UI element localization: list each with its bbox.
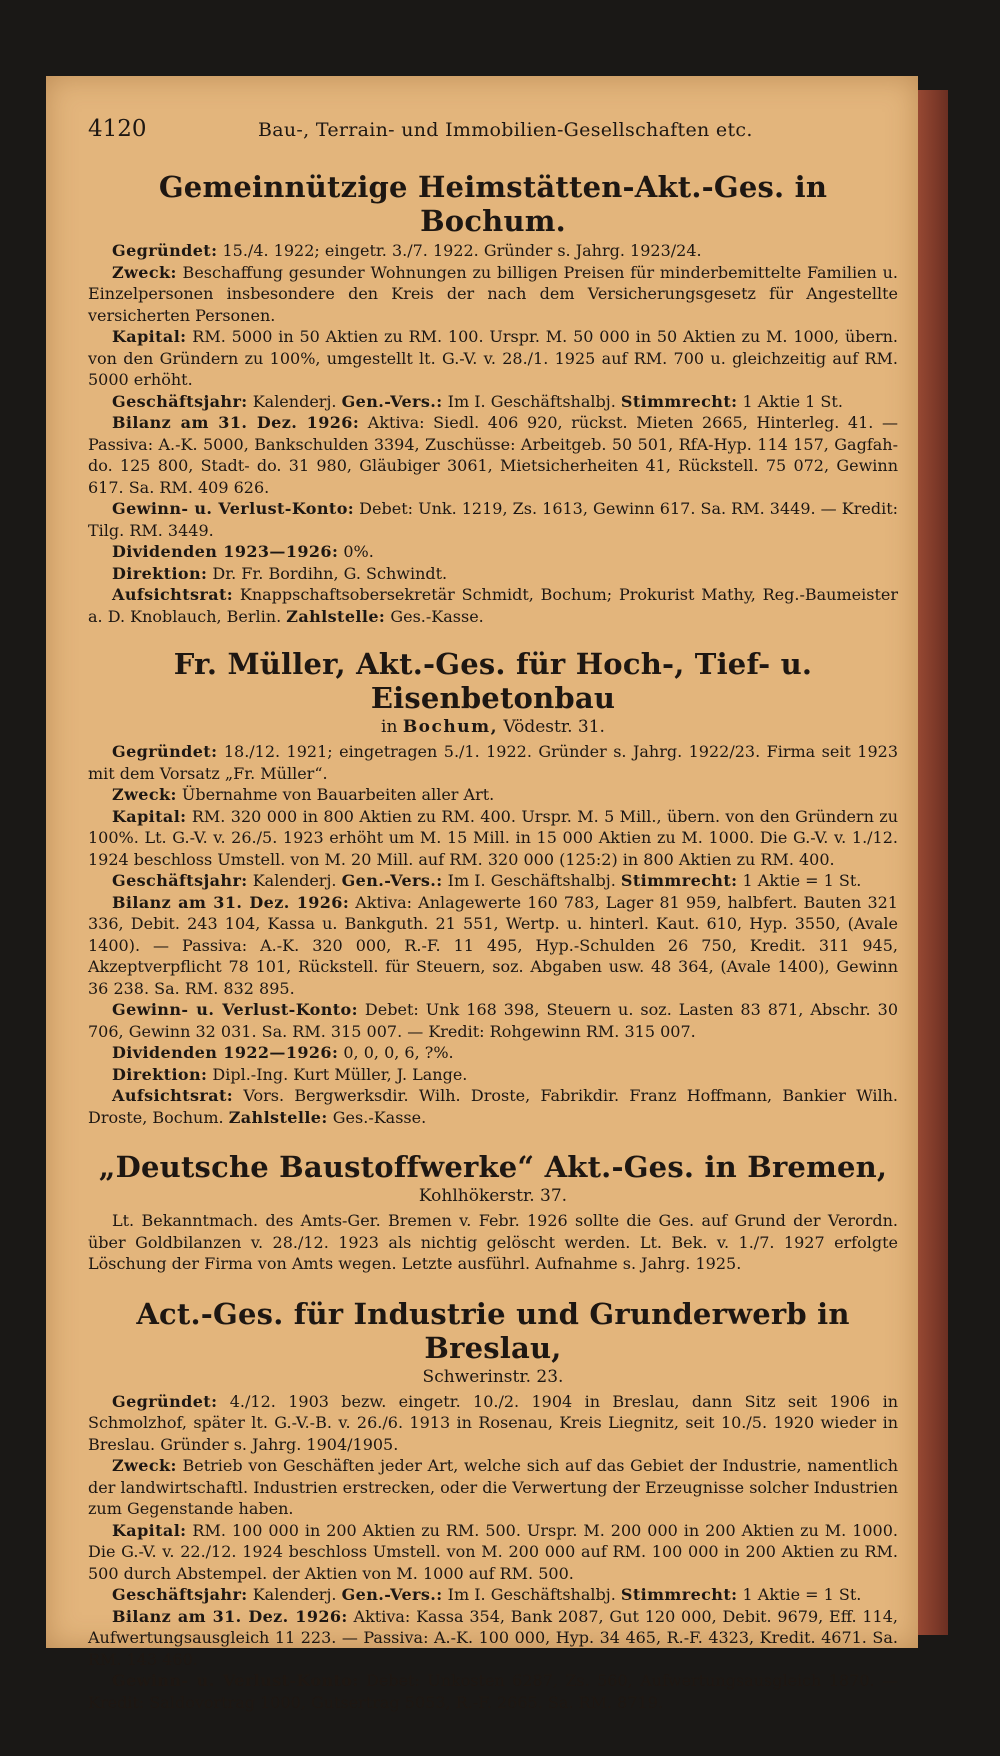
company-entry (88, 1297, 898, 1714)
field-label: Aufsichtsrat: (112, 1086, 234, 1105)
entry-paragraph (88, 870, 898, 892)
field-label: Bilanz am 31. Dez. 1926: (112, 892, 350, 912)
field-text: Dr. Fr. Bordihn, G. Schwindt. (207, 563, 448, 583)
field-text: RM. 5000 in 50 Aktien zu RM. 100. Urspr. M. 50 000 in 50 Aktien zu M. 1000, übern. von den Gründern zu 100%, umgestellt lt. G.-V. v. 28./1. 1925 auf RM. 700 u. gleichzeitig auf RM. 5000 erhöht. (88, 327, 898, 389)
company-title: Gemeinnützige Heimstätten-Akt.-Ges. in Bochum. (158, 170, 828, 238)
field-label: Geschäftsjahr: (112, 1585, 248, 1604)
field-text: Lt. Bekanntmach. des Amts-Ger. Bremen v. Febr. 1926 sollte die Ges. auf Grund der Verordn. über Goldbilanzen v. 28./12. 1923 als nichtig gelöscht werden. Lt. Bek. v. 1./7. 1927 erfolgte Löschung der Firma von Amts wegen. Letzte ausführl. Aufnahme s. Jahrg. 1925. (88, 1211, 898, 1273)
field-label: Bilanz am 31. Dez. 1926: (112, 1606, 348, 1626)
field-label: Direktion: (112, 1064, 208, 1084)
field-label: Gewinn- u. Verlust-Konto: (112, 499, 355, 518)
field-text: 1 Aktie = 1 St. (737, 871, 862, 890)
field-label: Zweck: (112, 1456, 177, 1475)
field-label: Dividenden 1922—1926: (112, 1043, 339, 1062)
field-text: 0, 0, 0, 6, ?%. (338, 1043, 454, 1062)
entry-paragraph (88, 584, 898, 627)
field-label: Stimmrecht: (620, 871, 738, 890)
field-label: Gewinn- u. Verlust-Konto: (112, 1000, 358, 1019)
field-text: Debet: Unk. 1219, Zs. 1613, Gewinn 617. Sa. RM. 3449. — Kredit: Tilg. RM. 3449. (88, 499, 899, 540)
field-label: Geschäftsjahr: (112, 391, 248, 411)
field-label: Gegründet: (112, 742, 218, 761)
field-label: Direktion: (112, 563, 208, 583)
field-text: Debet: Unk 168 398, Steuern u. soz. Lasten 83 871, Abschr. 30 706, Gewinn 32 031. Sa. RM. 315 007. — Kredit: Rohgewinn RM. 315 007. (88, 1000, 898, 1041)
field-text: Beschaffung gesunder Wohnungen zu billigen Preisen für minderbemittelte Familien u. Einzelpersonen insbesondere den Kreis der nach dem Versicherungsgesetz für Angestellte versicherten Personen. (88, 262, 898, 325)
entry-paragraph (88, 1584, 898, 1606)
field-text: Vors. Bergwerksdir. Wilh. Droste, Fabrikdir. Franz Hoffmann, Bankier Wilh. Droste, Bochum. (88, 1086, 898, 1127)
company-entry (88, 1150, 898, 1275)
entry-paragraph (88, 326, 898, 391)
field-label: Gen.-Vers.: (341, 1585, 443, 1604)
entry-paragraph (88, 741, 898, 784)
company-address (88, 717, 898, 737)
field-label: Zweck: (112, 785, 177, 804)
address-street: Vödestr. 31. (498, 717, 605, 737)
book-page (46, 76, 918, 1712)
field-text: Aktiva: Kassa 354, Bank 2087, Gut 120 000, Debit. 9679, Eff. 114, Aufwertungsausgleich 11 223. — Passiva: A.-K. 100 000, Hyp. 34 465, R.-F. 4323, Kredit. 4671. Sa. RM. 143 460. (88, 1606, 898, 1669)
field-text: Im I. Geschäftshalbj. (442, 1585, 621, 1604)
page-number: 4120 (88, 116, 147, 142)
field-text: Aktiva: Anlagewerte 160 783, Lager 81 959, halbfert. Bauten 321 336, Debit. 243 104, Kassa u. Bankguth. 21 551, Wertp. u. hinterl. Kaut. 610, Hyp. 3550, (Avale 1400). — Passiva: A.-K. 320 000, R.-F. 11 495, Hyp.-Schulden 26 750, Kredit. 311 945, Akzeptverpflicht 78 101, Rückstell. für Steuern, soz. Abgaben usw. 48 364, (Avale 1400), Gewinn 36 238. Sa. RM. 832 895. (88, 892, 898, 998)
entry-paragraph (88, 498, 898, 541)
field-label: Stimmrecht: (620, 391, 738, 411)
field-text: Aktiva: Siedl. 406 920, rückst. Mieten 2665, Hinterleg. 41. — Passiva: A.-K. 5000, Bankschulden 3394, Zuschüsse: Arbeitgeb. 50 501, RfA-Hyp. 114 157, Gagfah- do. 125 800, Stadt- do. 31 980, Gläubiger 3061, Mietsicherheiten 41, Rückstell. 75 072, Gewinn 617. Sa. RM. 409 626. (88, 413, 898, 497)
field-label: Bilanz am 31. Dez. 1926: (112, 413, 360, 432)
company-address (88, 1367, 898, 1387)
entry-paragraph (88, 1210, 898, 1275)
field-text: Debet: Unkosten 6287, Zs. 560, Aufwertungsausgleich 1870. — Kredit: Saldovortrag 1000, Gutsertrag 5053, R.-F. 2665. Sa. RM. 8719. (88, 1671, 899, 1712)
field-label: Gegründet: (112, 1391, 218, 1411)
entry-paragraph (88, 1085, 898, 1128)
entry-paragraph (88, 1520, 898, 1585)
field-text: Betrieb von Geschäften jeder Art, welche sich auf das Gebiet der Industrie, namentlich der landwirtschaftl. Industrien erstrecken, oder die Verwertung der Erzeugnisse solcher Industrien zum Gegenstande haben. (88, 1456, 898, 1518)
field-text: Dipl.-Ing. Kurt Müller, J. Lange. (207, 1064, 468, 1084)
entry-paragraph (88, 892, 898, 1000)
company-title: Fr. Müller, Akt.-Ges. für Hoch-, Tief- u. Eisenbetonbau (173, 647, 813, 715)
field-text: Kalenderj. (247, 1585, 342, 1604)
running-head: Bau-, Terrain- und Immobilien-Gesellschaften etc. (258, 119, 753, 141)
field-label: Kapital: (112, 1520, 187, 1540)
entry-paragraph (88, 412, 898, 498)
field-text: RM. 320 000 in 800 Aktien zu RM. 400. Urspr. M. 5 Mill., übern. von den Gründern zu 100%. Lt. G.-V. v. 26./5. 1923 erhöht um M. 15 Mill. in 15 000 Aktien zu M. 1000. Die G.-V. v. 1./12. 1924 beschloss Umstell. von M. 20 Mill. auf RM. 320 000 (125:2) in 800 Aktien zu RM. 400. (88, 806, 898, 869)
field-label: Zahlstelle: (228, 1107, 328, 1127)
field-label: Gen.-Vers.: (341, 871, 443, 890)
field-text: 0%. (338, 542, 374, 561)
entry-paragraph (88, 262, 898, 327)
field-text: Kalenderj. (247, 871, 342, 890)
field-text: 1 Aktie 1 St. (737, 391, 843, 411)
company-address (88, 1186, 898, 1206)
field-label: Stimmrecht: (620, 1585, 738, 1604)
company-entry (88, 647, 898, 1128)
field-label: Zahlstelle: (286, 606, 386, 626)
entry-paragraph (88, 784, 898, 806)
field-text: 1 Aktie = 1 St. (737, 1585, 862, 1604)
page-header (88, 116, 898, 152)
field-label: Gewinn- u. Verlust-Konto: (112, 1671, 359, 1690)
field-text: 4./12. 1903 bezw. eingetr. 10./2. 1904 in Breslau, dann Sitz seit 1906 in Schmolzhof, später lt. G.-V.-B. v. 26./6. 1913 in Rosenau, Kreis Liegnitz, seit 10./5. 1920 wieder in Breslau. Gründer s. Jahrg. 1904/1905. (88, 1391, 898, 1454)
field-label: Gen.-Vers.: (341, 391, 443, 411)
entry-paragraph (88, 1391, 898, 1456)
entry-paragraph (88, 1455, 898, 1520)
field-label: Kapital: (112, 327, 187, 346)
entry-paragraph (88, 806, 898, 871)
field-text: Knappschaftsobersekretär Schmidt, Bochum; Prokurist Mathy, Reg.-Baumeister a. D. Knoblauch, Berlin. (88, 585, 898, 626)
field-text: Ges.-Kasse. (385, 606, 484, 626)
field-label: Geschäftsjahr: (112, 871, 248, 890)
field-text: 18./12. 1921; eingetragen 5./1. 1922. Gründer s. Jahrg. 1922/23. Firma seit 1923 mit dem Vorsatz „Fr. Müller“. (88, 742, 898, 783)
field-text: Übernahme von Bauarbeiten aller Art. (176, 785, 495, 804)
entry-paragraph (88, 1064, 898, 1086)
field-text: Ges.-Kasse. (327, 1107, 427, 1127)
field-text: Im I. Geschäftshalbj. (442, 391, 621, 411)
entry-paragraph (88, 240, 898, 262)
address-street: Kohlhökerstr. 37. (418, 1186, 568, 1206)
field-label: Zweck: (112, 262, 177, 282)
field-text: 15./4. 1922; eingetr. 3./7. 1922. Gründer s. Jahrg. 1923/24. (217, 241, 702, 260)
company-title: Act.-Ges. für Industrie und Grunderwerb in Breslau, (136, 1296, 850, 1365)
company-entry (88, 170, 898, 627)
entry-paragraph (88, 391, 898, 413)
address-street: Schwerinstr. 23. (422, 1366, 564, 1387)
entry-paragraph (88, 563, 898, 585)
field-text: RM. 100 000 in 200 Aktien zu RM. 500. Urspr. M. 200 000 in 200 Aktien zu M. 1000. Die G.-V. v. 22./12. 1924 beschloss Umstell. von M. 200 000 auf RM. 100 000 in 200 Aktien zu RM. 500 durch Abstempel. der Aktien von M. 1000 auf RM. 500. (88, 1520, 898, 1583)
entry-paragraph (88, 541, 898, 563)
field-text: Im I. Geschäftshalbj. (442, 871, 621, 890)
field-text: Kalenderj. (247, 391, 342, 411)
entry-paragraph (88, 999, 898, 1042)
field-label: Gegründet: (112, 241, 218, 260)
page-content (88, 116, 898, 1713)
entry-paragraph (88, 1042, 898, 1064)
entry-paragraph (88, 1606, 898, 1671)
entry-paragraph (88, 1670, 898, 1713)
field-label: Kapital: (112, 806, 187, 826)
field-label: Aufsichtsrat: (112, 585, 234, 604)
address-city: Bochum, (402, 717, 498, 737)
company-title: „Deutsche Baustoffwerke“ Akt.-Ges. in Bremen, (98, 1150, 888, 1184)
address-prefix: in (381, 717, 403, 737)
field-label: Dividenden 1923—1926: (112, 542, 339, 561)
